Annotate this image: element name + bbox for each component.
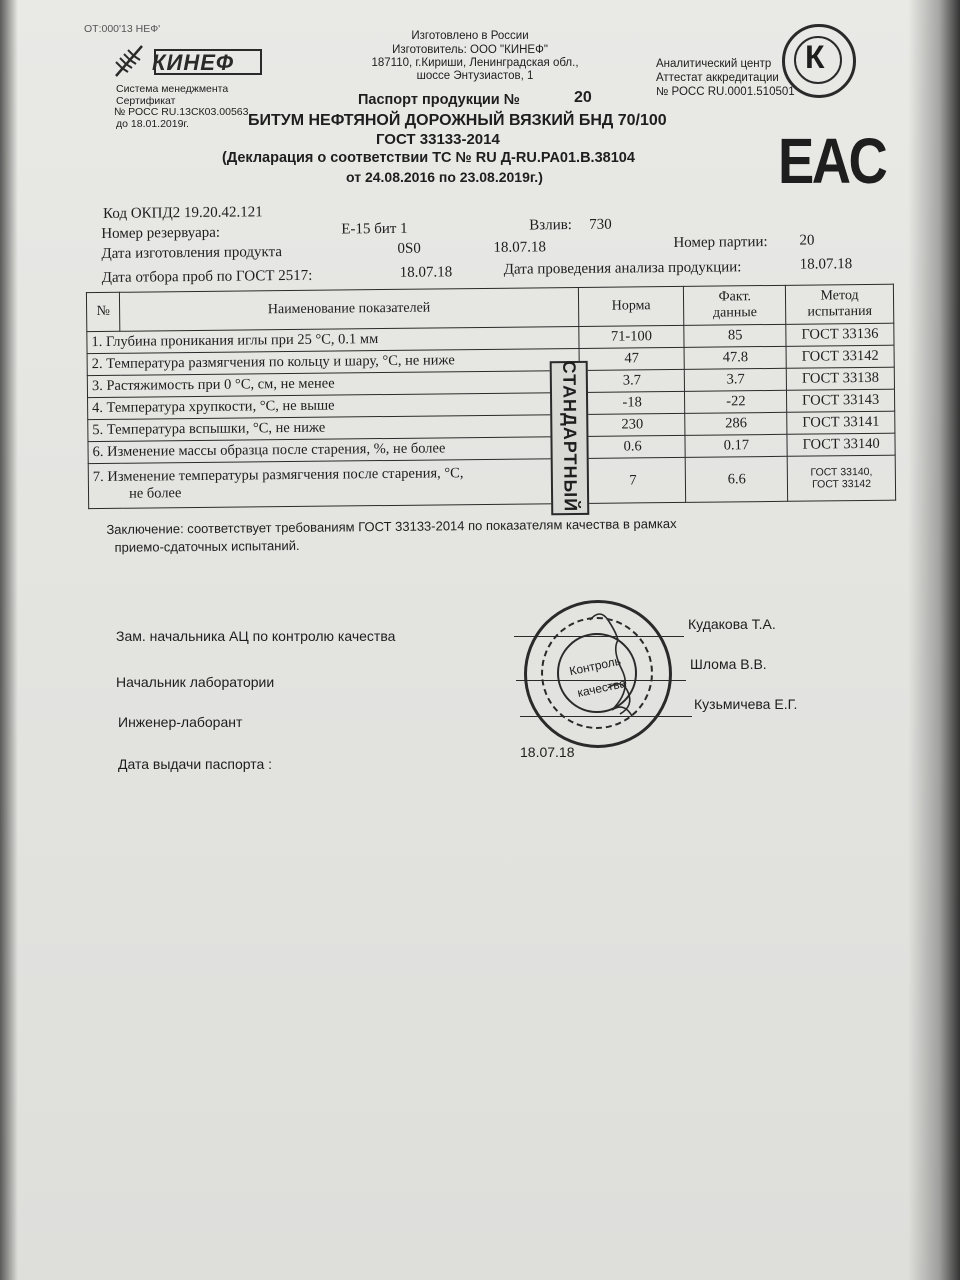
conclusion-line2: приемо-сдаточных испытаний. [114,537,300,555]
sample-date: 18.07.18 [399,264,453,281]
made-date: 18.07.18 [493,239,547,256]
row-1-norm: 71-100 [578,325,684,348]
declaration-line2: от 24.08.2016 по 23.08.2019г.) [346,169,543,185]
row-5-method: ГОСТ 33141 [787,411,895,434]
pour-value: 730 [589,216,612,233]
handwritten-signature-icon [560,600,660,740]
stamp-line2: качества [576,676,628,700]
header-fact-line1: Факт. [718,289,752,305]
row-2-method: ГОСТ 33142 [786,345,894,368]
mgmt-system-line1: Система менеджмента [116,83,229,95]
standard-stamp [550,361,590,515]
corner-note: ОТ:000'13 НЕФ' [84,23,161,35]
deputy-label: Зам. начальника АЦ по контролю качества [116,628,396,644]
product-standard: ГОСТ 33133-2014 [376,131,500,148]
page-shadow-left [0,0,18,1280]
row-3-norm: 3.7 [579,369,685,392]
stamp-line1: Контроль [568,653,623,679]
row-6-norm: 0.6 [580,435,686,458]
row-2-norm: 47 [579,347,685,370]
made-in: Изготовлено в России [411,30,529,42]
standard-stamp-text: СТАНДАРТНЫЙ [559,360,581,513]
row-6-fact: 0.17 [685,434,787,457]
deputy-name: Кудакова Т.А. [688,616,776,632]
made-date-label: Дата изготовления продукта [101,244,283,262]
header-norm: Норма [578,286,684,326]
sample-date-label: Дата отбора проб по ГОСТ 2517: [101,267,313,286]
row-7-fact: 6.6 [686,456,788,502]
passport-label: Паспорт продукции № [358,92,520,108]
row-7-norm: 7 [580,457,686,503]
conclusion-line1: Заключение: соответствует требованиям ГОСТ 33133-2014 по показателям качества в рамках [106,515,677,537]
issue-date: 18.07.18 [520,744,575,760]
mgmt-system-line4: до 18.01.2019г. [116,118,189,130]
row-4-fact: -22 [685,390,787,413]
address-line1: 187110, г.Кириши, Ленинградская обл., [371,57,579,69]
address-line2: шоссе Энтузиастов, 1 [416,70,534,82]
product-name: БИТУМ НЕФТЯНОЙ ДОРОЖНЫЙ ВЯЗКИЙ БНД 70/100 [248,112,667,129]
tank-label: Номер резервуара: [101,224,221,242]
row-4-name: 4. Температура хрупкости, °С, не выше [88,392,580,419]
logo-text: КИНЕФ [152,50,235,75]
lab-line2: Аттестат аккредитации [656,72,779,84]
accreditation-seal [782,24,856,98]
passport-number: 20 [574,89,592,106]
row-6-method: ГОСТ 33140 [787,433,895,456]
row-1-name: 1. Глубина проникания иглы при 25 °С, 0.1 мм [87,326,579,353]
okpd-code: Код ОКПД2 19.20.42.121 [103,204,263,222]
header-method-line2: испытания [807,303,873,320]
header-fact [684,285,786,325]
page-shadow-right [908,0,960,1280]
head-label: Начальник лаборатории [116,674,275,690]
wheat-logo-icon [112,42,156,78]
mgmt-system-line2: Сертификат [116,95,176,107]
accreditation-mark: К [805,39,825,75]
row-5-fact: 286 [685,412,787,435]
batch-value: 20 [799,232,815,249]
mgmt-system-line3: № РОСС RU.13СК03.00563 [114,106,249,118]
analysis-date-label: Дата проведения анализа продукции: [503,259,742,278]
maker: Изготовитель: ООО "КИНЕФ" [392,44,548,56]
batch-label: Номер партии: [673,234,768,251]
engineer-label: Инженер-лаборант [118,714,243,730]
row-1-fact: 85 [684,324,786,347]
company-logo [112,42,262,82]
lab-line3: № РОСС RU.0001.510501 [656,86,795,98]
row-3-fact: 3.7 [685,368,787,391]
row-7-name: 7. Изменение температуры размягчения после старения, °С, не более [88,458,580,508]
table-row [88,455,895,508]
row-2-name: 2. Температура размягчения по кольцу и шару, °С, не ниже [87,348,579,375]
row-3-method: ГОСТ 33138 [786,367,894,390]
row-4-norm: -18 [579,391,685,414]
head-name: Шлома В.В. [690,656,767,672]
row-5-name: 5. Температура вспышки, °С, не ниже [88,414,580,441]
row-6-name: 6. Изменение массы образца после старения, %, не более [88,436,580,463]
row-4-method: ГОСТ 33143 [787,389,895,412]
header-num: № [86,292,120,331]
header-method-line1: Метод [820,288,859,304]
made-time: 0S0 [397,240,421,257]
lab-line1: Аналитический центр [656,58,772,70]
row-7-method: ГОСТ 33140, ГОСТ 33142 [787,455,895,501]
declaration-line1: (Декларация о соответствии ТС № RU Д-RU.PA01.B.38104 [222,150,635,166]
row-1-method: ГОСТ 33136 [786,323,894,346]
header-name: Наименование показателей [120,287,579,331]
analysis-date: 18.07.18 [799,256,853,273]
results-table [86,284,896,513]
engineer-name: Кузьмичева Е.Г. [694,696,798,712]
eac-mark: EAC [778,125,886,197]
pour-label: Взлив: [529,217,573,234]
row-5-norm: 230 [579,413,685,436]
row-2-fact: 47.8 [684,346,786,369]
row-3-name: 3. Растяжимость при 0 °С, см, не менее [87,370,579,397]
tank-value: Е-15 бит 1 [341,220,408,238]
issue-date-label: Дата выдачи паспорта : [118,756,273,772]
header-fact-line2: данные [712,305,758,321]
header-method [786,284,894,324]
